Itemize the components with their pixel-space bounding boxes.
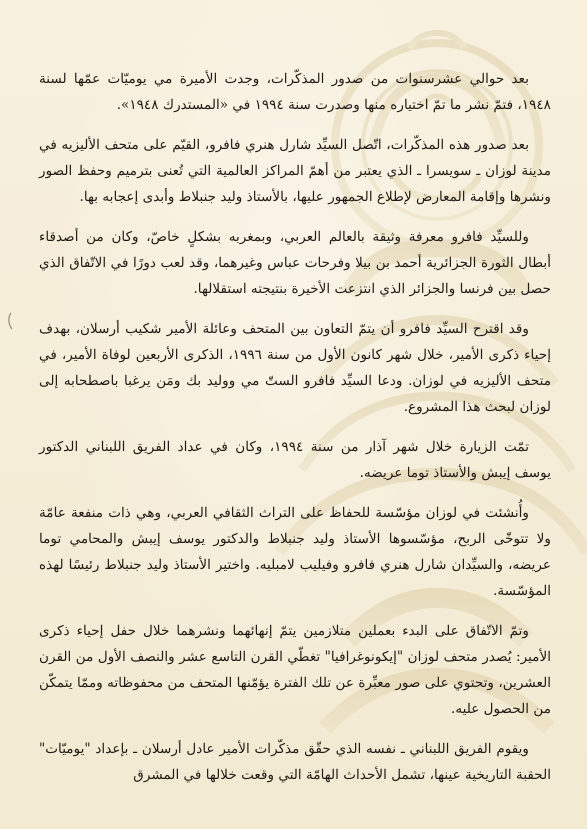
paragraph-6: وأُنشئت في لوزان مؤسّسة للحفاظ على التراث الثقافي العربي، وهي ذات منفعة عامّة ولا تتوخّى الربح، مؤسّسوها الأستاذ وليد جنبلاط والدكتور يوسف إيبش والمحامي توما عريضه، والسيِّدان شارل هنري فافرو وفيليب لامبليه. واختير الأستاذ وليد جنبلاط رئيسًا لهذه المؤسّسة.	[39, 505, 551, 599]
paragraph-7: وتمّ الاتّفاق على البدء بعملين متلازمين يتمّ إنهائهما ونشرهما خلال حفل إحياء ذكرى الأمير: يُصدر متحف لوزان "إيكونوغرافيا" تغطّي القرن التاسع عشر والنصف الأول من القرن العشرين، وتحتوي على صور معبِّرة عن تلك الفترة يؤمّنها المتحف من محفوظاته وممّا يتمكّن من الحصول عليه.	[39, 623, 551, 717]
article-body	[39, 66, 551, 802]
paragraph-2: بعد صدور هذه المذكّرات، اتّصل السيِّد شارل هنري فافرو، القيّم على متحف الأليزيه في مدينة لوزان ـ سويسرا ـ الذي يعتبر من أهمّ المراكز العالمية التي تُعنى بترميم وحفظ الصور ونشرها وإقامة المعارض لإطلاع الجمهور عليها، بالأستاذ وليد جنبلاط وأبدى إعجابه بها.	[39, 137, 551, 205]
paragraph-4: وقد اقترح السيِّد فافرو أن يتمّ التعاون بين المتحف وعائلة الأمير شكيب أرسلان، بهدف إحياء ذكرى الأمير، خلال شهر كانون الأول من سنة ١٩٩٦، الذكرى الأربعين لوفاة الأمير، في متحف الأليزيه في لوزان. ودعا السيِّد فافرو الستّ مي ووليد بك ومَن يرغبا باصطحابه إلى لوزان لبحث هذا المشروع.	[39, 321, 551, 415]
paragraph-3: وللسيِّد فافرو معرفة وثيقة بالعالم العربي، وبمغربه بشكلٍ خاصّ، وكان من أصدقاء أبطال الثورة الجزائرية أحمد بن بيلا وفرحات عباس وغيرهما، وقد لعب دورًا في الاتّفاق الذي حصل بين فرنسا والجزائر الذي انتزعت الأخيرة بنتيجته استقلالها.	[39, 229, 551, 297]
paragraph-8: ويقوم الفريق اللبناني ـ نفسه الذي حقّق مذكّرات الأمير عادل أرسلان ـ بإعداد "يوميّات" الحقبة التاريخية عينها، تشمل الأحداث الهامّة التي وقعت خلالها في المشرق	[39, 741, 551, 783]
margin-mark-icon	[4, 312, 16, 330]
paragraph-1: بعد حوالي عشرسنوات من صدور المذكّرات، وجدت الأميرة مي يوميّات عمّها لسنة ١٩٤٨، فتمّ نشر ما تمّ اختياره منها وصدرت سنة ١٩٩٤ في «المستدرك ١٩٤٨».	[39, 71, 551, 113]
paragraph-5: تمّت الزيارة خلال شهر آذار من سنة ١٩٩٤، وكان في عداد الفريق اللبناني الدكتور يوسف إيبش والأستاذ توما عريضه.	[39, 439, 551, 481]
